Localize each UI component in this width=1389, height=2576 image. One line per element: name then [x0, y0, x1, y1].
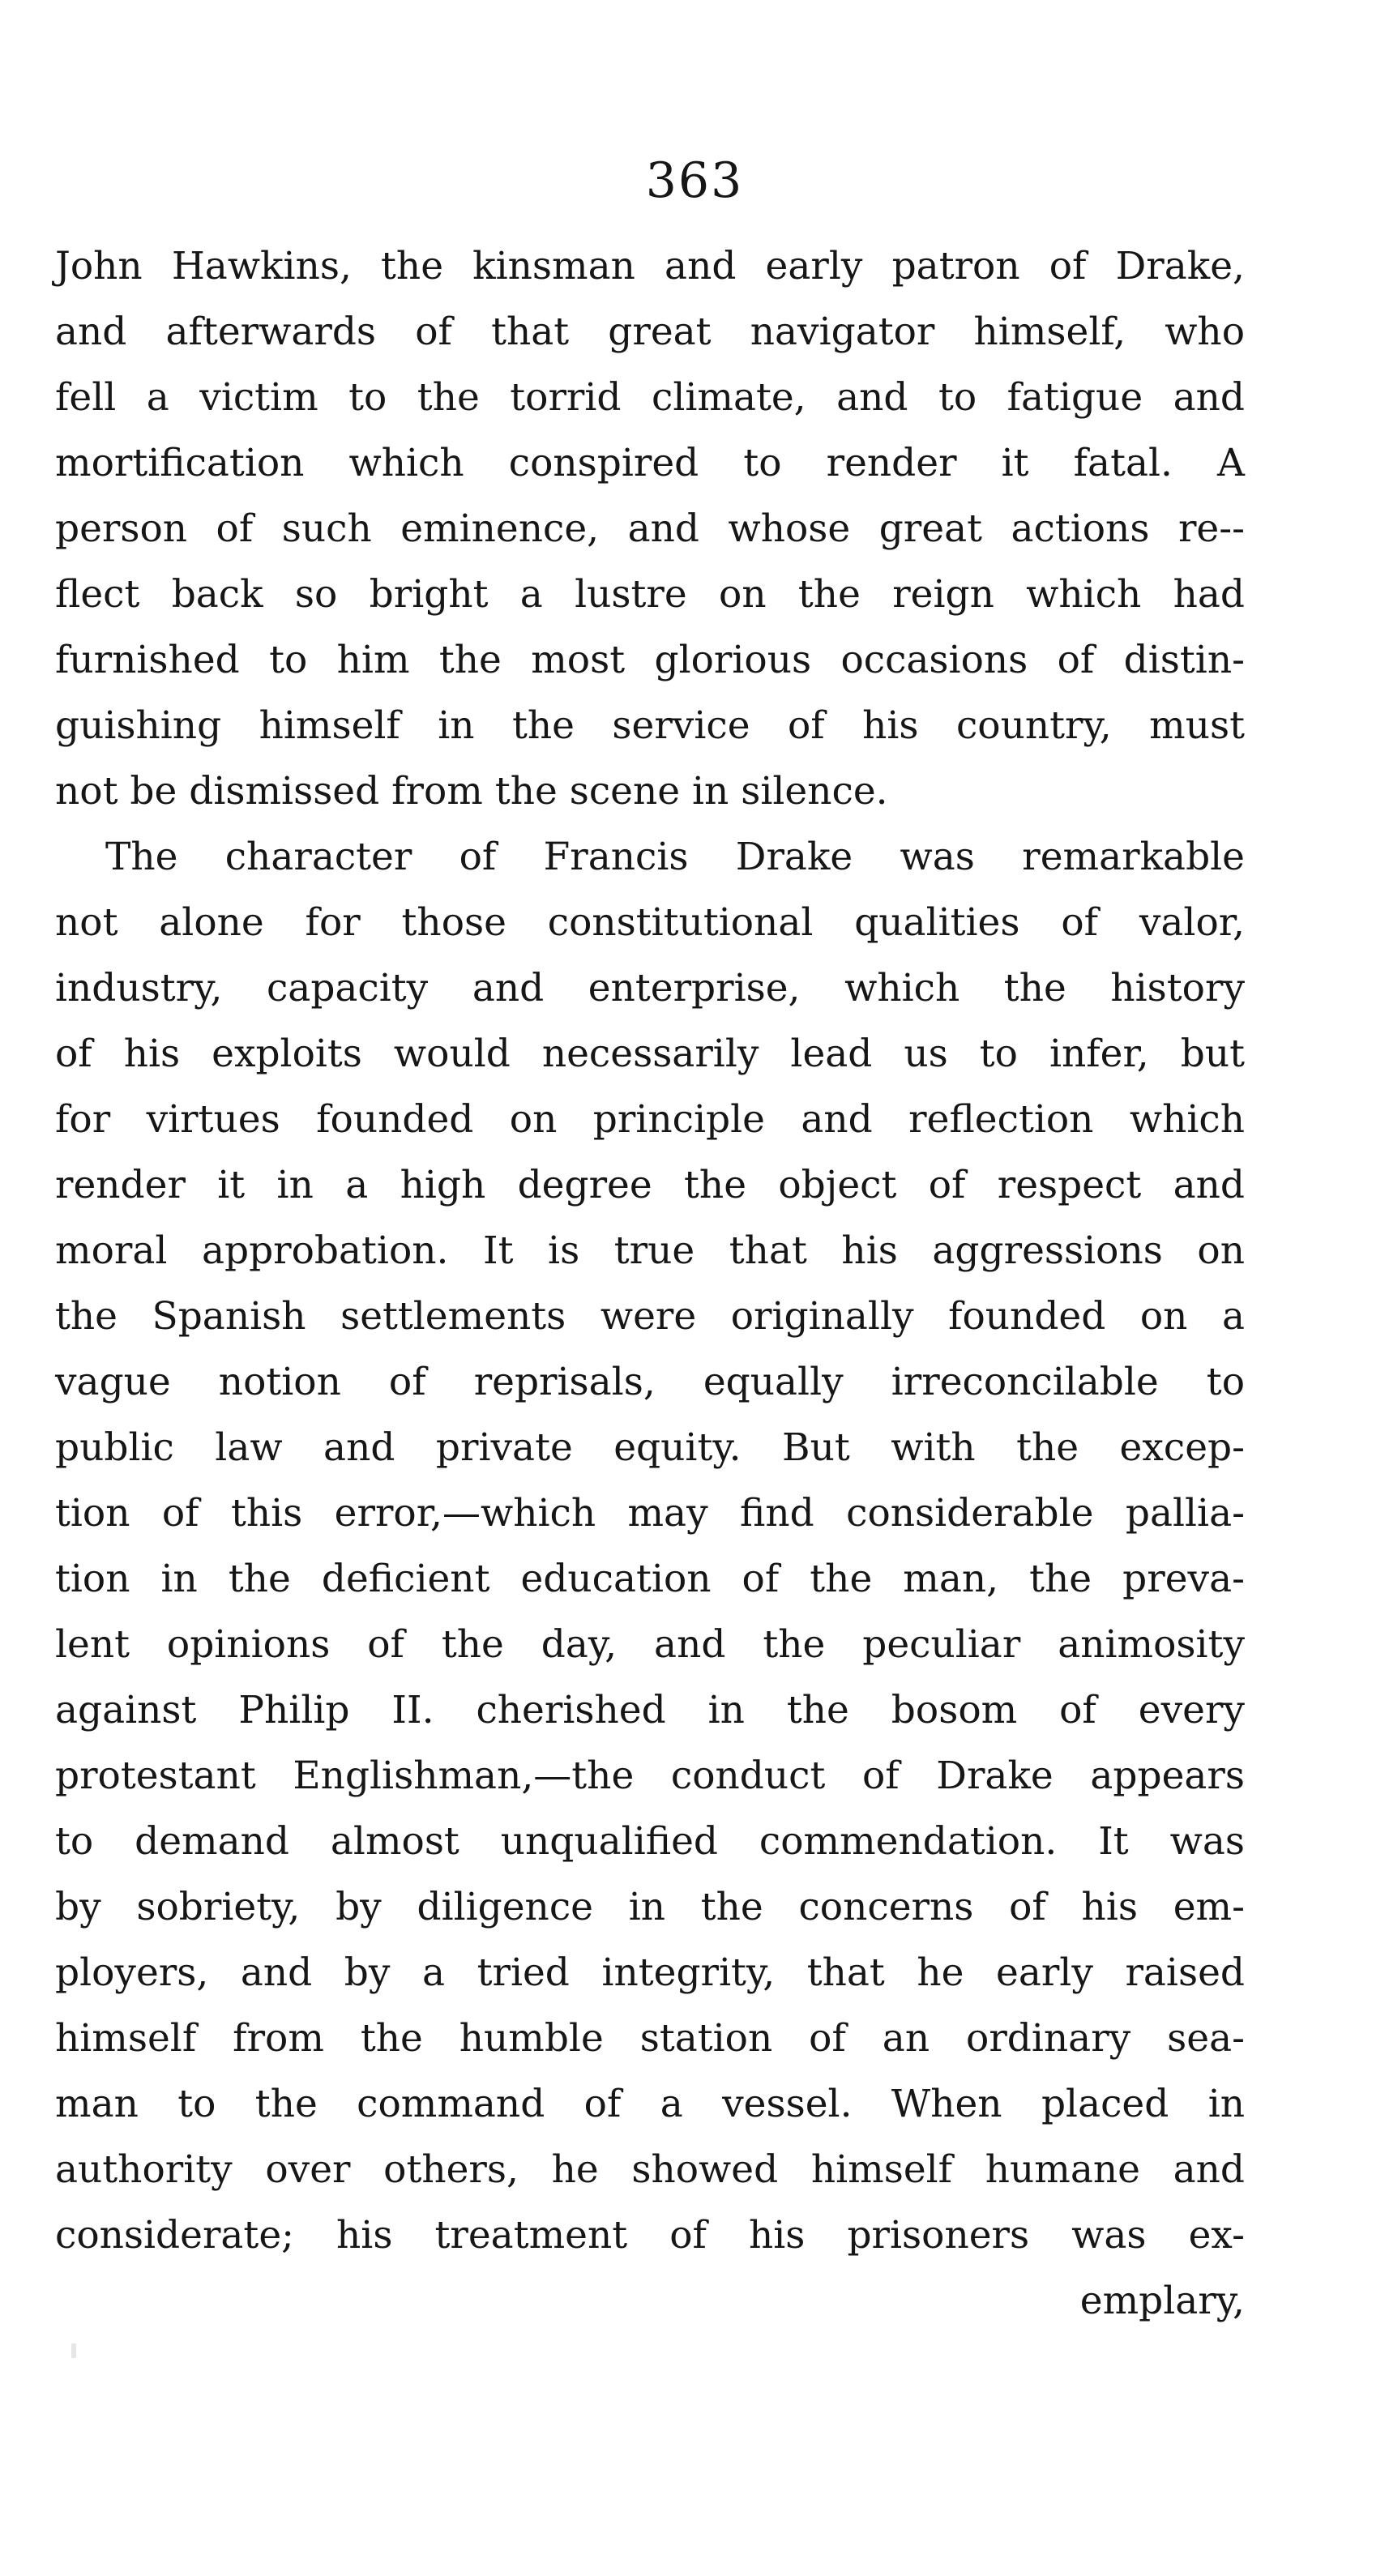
- text-line: not alone for those constitutional qualities of valor,: [55, 900, 1245, 945]
- text-line: flect back so bright a lustre on the reign which had: [55, 572, 1245, 617]
- text-line: guishing himself in the service of his country, must: [55, 703, 1245, 748]
- catchword-line: emplary,: [1079, 2279, 1245, 2323]
- text-line: vague notion of reprisals, equally irreconcilable to: [55, 1360, 1245, 1404]
- text-line: by sobriety, by diligence in the concerns of his em-: [55, 1885, 1245, 1929]
- text-line: man to the command of a vessel. When placed in: [55, 2082, 1245, 2126]
- text-line: ployers, and by a tried integrity, that he early raised: [55, 1950, 1245, 1995]
- text-line: to demand almost unqualified commendation. It was: [55, 1819, 1245, 1864]
- text-line: industry, capacity and enterprise, which the history: [55, 966, 1245, 1010]
- text-line: mortification which conspired to render it fatal. A: [55, 441, 1245, 485]
- text-line: the Spanish settlements were originally founded on a: [55, 1294, 1245, 1339]
- text-line: protestant Englishman,—the conduct of Drake appears: [55, 1754, 1245, 1798]
- text-line: against Philip II. cherished in the bosom of every: [55, 1688, 1245, 1732]
- text-line: of his exploits would necessarily lead us to infer, but: [55, 1032, 1245, 1076]
- text-line: render it in a high degree the object of respect and: [55, 1163, 1245, 1207]
- text-line: lent opinions of the day, and the peculiar animosity: [55, 1622, 1245, 1667]
- paragraph-end-line: not be dismissed from the scene in silence.: [55, 769, 888, 814]
- text-line: for virtues founded on principle and reflection which: [55, 1097, 1245, 1142]
- text-line: tion of this error,—which may find considerable pallia-: [55, 1491, 1245, 1536]
- text-line: John Hawkins, the kinsman and early patron of Drake,: [55, 244, 1245, 288]
- text-line: public law and private equity. But with the excep-: [55, 1425, 1245, 1470]
- text-line: himself from the humble station of an ordinary sea-: [55, 2016, 1245, 2061]
- text-line: person of such eminence, and whose great actions re--: [55, 506, 1245, 551]
- body-text: [55, 233, 1245, 2334]
- text-line: tion in the deficient education of the man, the preva-: [55, 1557, 1245, 1601]
- text-line: authority over others, he showed himself humane and: [55, 2147, 1245, 2192]
- text-line: furnished to him the most glorious occasions of distin-: [55, 638, 1245, 682]
- page-speck: [71, 2343, 76, 2358]
- text-line: moral approbation. It is true that his aggressions on: [55, 1228, 1245, 1273]
- text-line: fell a victim to the torrid climate, and to fatigue and: [55, 375, 1245, 420]
- text-line: considerate; his treatment of his prisoners was ex-: [55, 2213, 1245, 2258]
- text-line: and afterwards of that great navigator himself, who: [55, 310, 1245, 354]
- page-number: 363: [645, 152, 744, 209]
- paragraph-start-line: The character of Francis Drake was remarkable: [105, 835, 1245, 879]
